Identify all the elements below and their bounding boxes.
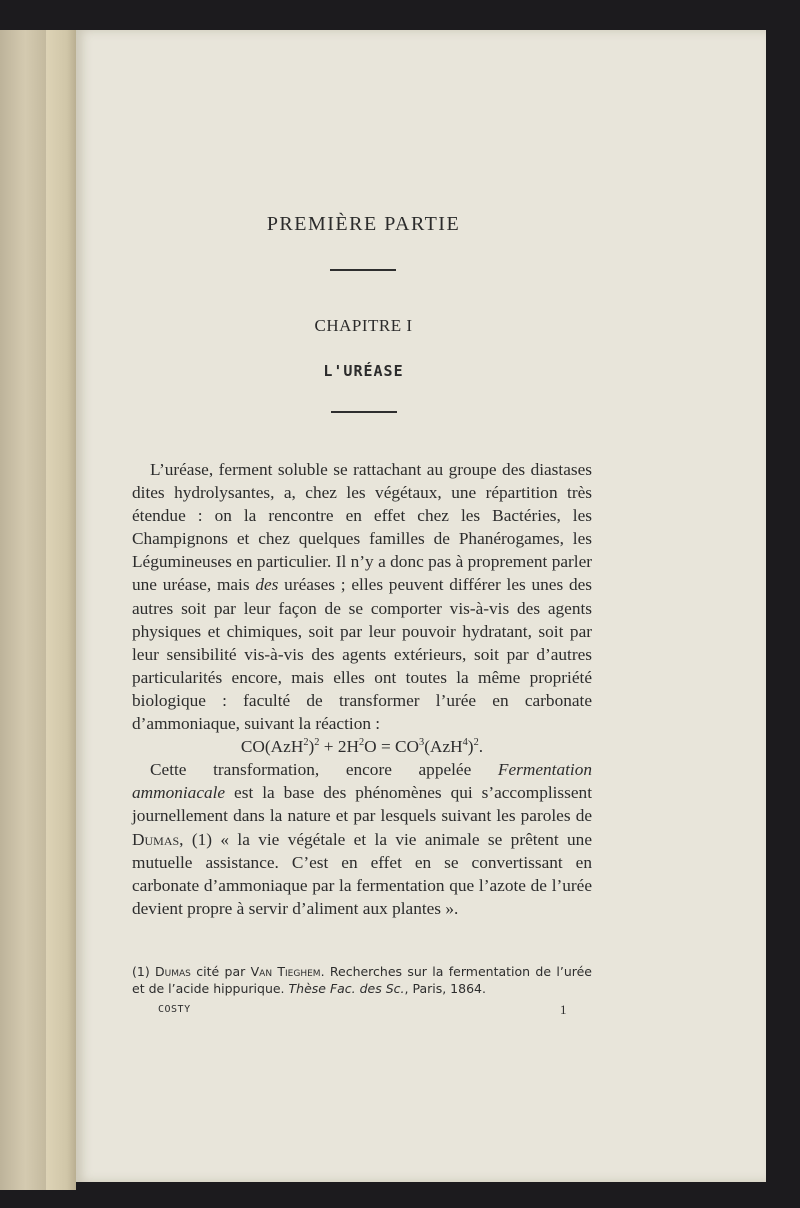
footnote: (1) Dumas cité par Van Tieghem. Recherches sur la fermentation de l’urée et de l’acide hippurique. Thèse Fac. des Sc., Paris, 1864.	[132, 964, 592, 996]
scan-background	[766, 30, 800, 1208]
page-edge	[46, 30, 76, 1190]
paragraph-1-text: L’uréase, ferment soluble se rattachant au groupe des diastases dites hydrolysantes, a, chez les végétaux, une répartition très étendue : on la rencontre en effet chez les Bactéries, les Champignons et chez quelques familles de Phanérogames, les Légumineuses en particulier. Il n’y a donc pas à proprement parler une uréase, mais	[132, 460, 592, 595]
paragraph-2-text-end: , (1) « la vie végétale et la vie animale se prêtent une mutuelle assistance. C’est en effet en se convertissant en carbonate d’ammoniaque par la fermentation que l’azote de l’urée devient propre à servir d’aliment aux plantes ».	[132, 829, 592, 918]
main-text	[132, 458, 592, 920]
paragraph-2	[132, 758, 592, 920]
page-number: 1	[560, 1002, 567, 1017]
paragraph-1-emphasis: des	[255, 575, 279, 595]
chapter-heading: CHAPITRE I	[314, 316, 413, 335]
part-title: PREMIÈRE PARTIE	[266, 213, 461, 235]
chapter-title: L'URÉASE	[323, 362, 404, 380]
part-divider	[330, 269, 396, 271]
printer-signature: COSTY	[158, 1004, 191, 1015]
book-spine	[0, 30, 46, 1190]
paragraph-1	[132, 458, 592, 735]
paragraph-2-emphasis: Fermentation ammoniacale	[132, 760, 592, 803]
paragraph-2-text: Cette transformation, encore appelée	[150, 760, 498, 780]
reaction-formula: $CO(AzH^2)^2 + 2H^2O = CO^3(AzH^4)^2$.	[240, 737, 484, 757]
chapter-divider	[331, 411, 397, 413]
paragraph-2-text-mid: est la base des phénomènes qui s’accomplissent journellement dans la nature et par lesquels suivant les paroles de	[132, 783, 592, 826]
paragraph-1-text-end: uréases ; elles peuvent différer les unes des autres soit par leur façon de se comporter vis-à-vis des agents physiques et chimiques, soit par leur pouvoir hydratant, soit par leur sensibilité vis-à-vis des agents extérieurs, soit par d’autres particularités encore, mais elles ont toutes la même propriété biologique : faculté de transformer l’urée en carbonate d’ammoniaque, suivant la réaction :	[132, 575, 592, 734]
author-name: Dumas	[132, 829, 180, 849]
